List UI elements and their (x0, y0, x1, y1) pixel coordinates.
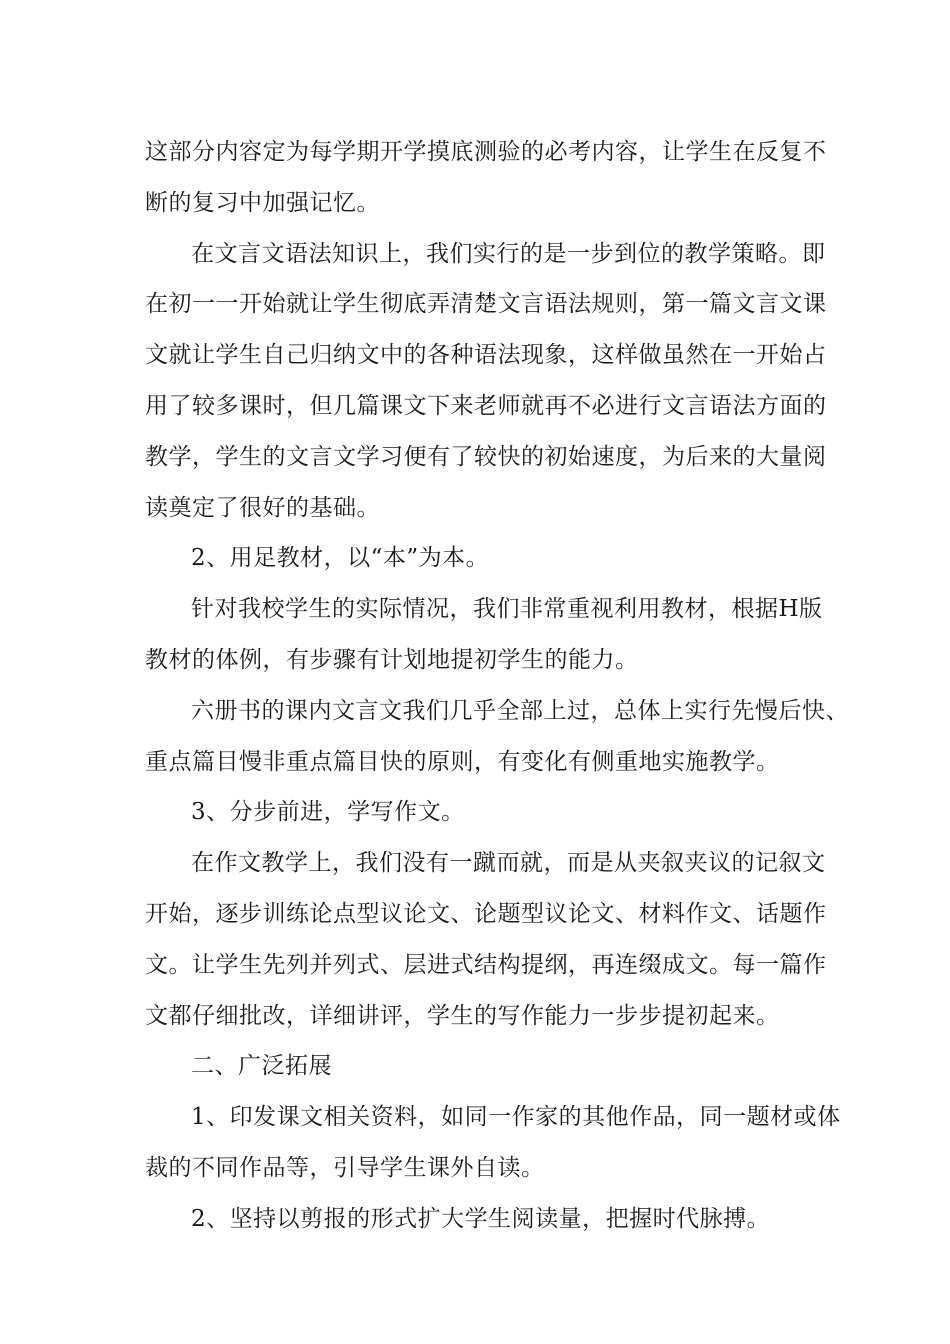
text-line: 裁的不同作品等，引导学生课外自读。 (145, 1154, 545, 1181)
section-heading: 二、广泛拓展 (191, 1053, 332, 1080)
text-line: 重点篇目慢非重点篇目快的原则，有变化有侧重地实施教学。 (145, 748, 780, 775)
section-heading: 3、分步前进，学写作文。 (191, 799, 465, 826)
text-line: 文。让学生先列并列式、层进式结构提纲，再连缀成文。每一篇作 (145, 951, 827, 978)
text-line: 教材的体例，有步骤有计划地提初学生的能力。 (145, 646, 639, 673)
text-line: 六册书的课内文言文我们几乎全部上过，总体上实行先慢后快、 (191, 697, 849, 724)
text-line: 1、印发课文相关资料，如同一作家的其他作品，同一题材或体 (191, 1104, 841, 1131)
text-line: 在作文教学上，我们没有一蹴而就，而是从夹叙夹议的记叙文 (191, 850, 826, 877)
text-line: 读奠定了很好的基础。 (145, 494, 380, 521)
text-line: 用了较多课时，但几篇课文下来老师就再不必进行文言语法方面的 (145, 392, 827, 419)
text-line: 文都仔细批改，详细讲评，学生的写作能力一步步提初起来。 (145, 1002, 780, 1029)
document-body (145, 127, 849, 1245)
text-line: 在初一一开始就让学生彻底弄清楚文言语法规则，第一篇文言文课 (145, 291, 827, 318)
section-heading: 2、用足教材，以“本”为本。 (191, 545, 490, 572)
text-line: 2、坚持以剪报的形式扩大学生阅读量，把握时代脉搏。 (191, 1205, 771, 1232)
text-line: 在文言文语法知识上，我们实行的是一步到位的教学策略。即 (191, 240, 826, 267)
text-line: 文就让学生自己归纳文中的各种语法现象，这样做虽然在一开始占 (145, 342, 827, 369)
text-line: 针对我校学生的实际情况，我们非常重视利用教材，根据H版 (191, 596, 823, 623)
text-line: 断的复习中加强记忆。 (145, 189, 380, 216)
text-line: 这部分内容定为每学期开学摸底测验的必考内容，让学生在反复不 (145, 139, 827, 165)
text-line: 开始，逐步训练论点型议论文、论题型议论文、材料作文、话题作 (145, 900, 827, 927)
text-line: 教学，学生的文言文学习便有了较快的初始速度，为后来的大量阅 (145, 443, 827, 470)
